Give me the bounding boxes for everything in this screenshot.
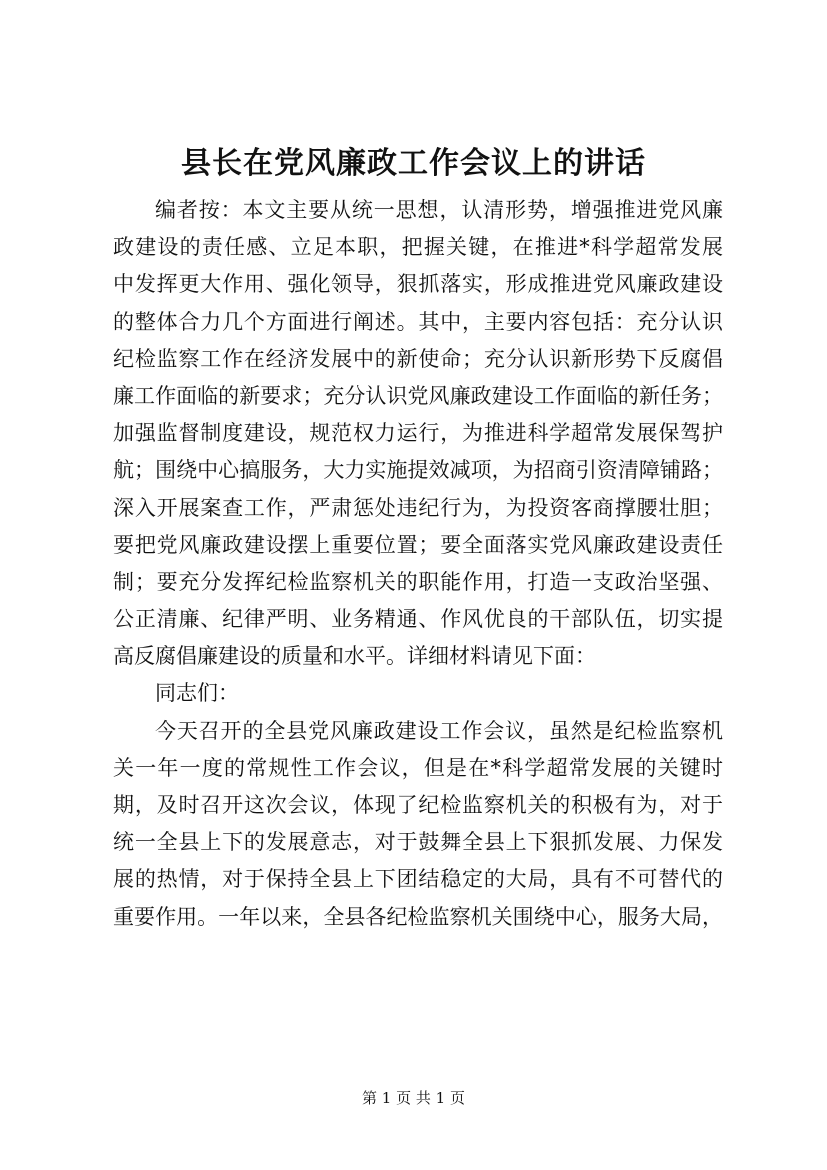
body-line: 高反腐倡廉建设的质量和水平。详细材料请见下面： [113, 644, 596, 669]
body-line: 纪检监察工作在经济发展中的新使命；充分认识新形势下反腐倡 [113, 346, 723, 371]
body-line: 的整体合力几个方面进行阐述。其中，主要内容包括：充分认识 [113, 309, 723, 334]
body-line: 期，及时召开这次会议，体现了纪检监察机关的积极有为，对于 [113, 793, 723, 817]
body-line: 廉工作面临的新要求；充分认识党风廉政建设工作面临的新任务； [113, 383, 723, 408]
body-line: 公正清廉、纪律严明、业务精通、作风优良的干部队伍，切实提 [113, 607, 723, 632]
body-line: 航；围绕中心搞服务，大力实施提效减项，为招商引资清障铺路； [113, 458, 723, 483]
body-line: 深入开展案查工作，严肃惩处违纪行为，为投资客商撑腰壮胆； [113, 495, 723, 520]
body-line: 加强监督制度建设，规范权力运行，为推进科学超常发展保驾护 [113, 421, 723, 446]
body-line: 编者按：本文主要从统一思想，认清形势，增强推进党风廉 [155, 198, 723, 222]
body-line: 政建设的责任感、立足本职，把握关键，在推进*科学超常发展 [113, 235, 723, 260]
body-line: 要把党风廉政建设摆上重要位置；要全面落实党风廉政建设责任 [113, 532, 723, 557]
body-line: 关一年一度的常规性工作会议，但是在*科学超常发展的关键时 [113, 755, 723, 780]
page-number-footer: 第 1 页 共 1 页 [362, 1089, 465, 1107]
body-line: 展的热情，对于保持全县上下团结稳定的大局，具有不可替代的 [113, 867, 723, 892]
document-body [113, 192, 723, 936]
body-line: 制；要充分发挥纪检监察机关的职能作用，打造一支政治坚强、 [113, 569, 723, 594]
body-line: 中发挥更大作用、强化领导，狠抓落实，形成推进党风廉政建设 [113, 272, 723, 297]
body-line: 重要作用。一年以来，全县各纪检监察机关围绕中心，服务大局， [113, 904, 723, 929]
body-line: 今天召开的全县党风廉政建设工作会议，虽然是纪检监察机 [155, 718, 723, 743]
document-title: 县长在党风廉政工作会议上的讲话 [181, 146, 646, 181]
body-line: 同志们： [155, 681, 239, 706]
body-line: 统一全县上下的发展意志，对于鼓舞全县上下狠抓发展、力保发 [113, 830, 723, 855]
